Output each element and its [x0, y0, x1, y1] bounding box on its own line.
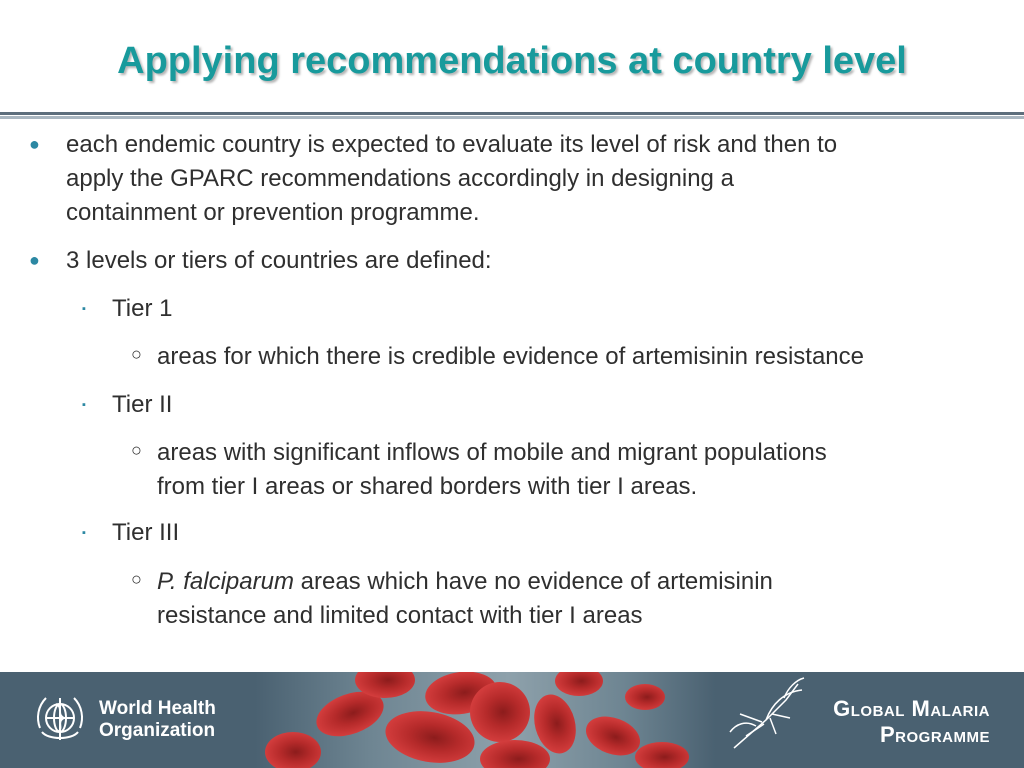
list-item	[157, 565, 773, 633]
list-item-line: Tier 1	[112, 295, 173, 322]
list-item-line: containment or prevention programme.	[66, 199, 480, 226]
who-name-line: World Health	[99, 698, 216, 719]
bullet-marker: ●	[29, 250, 40, 270]
gmp-name-line: Programme	[879, 722, 990, 747]
list-item	[112, 292, 172, 326]
list-item-line: apply the GPARC recommendations accordingly in designing a	[66, 165, 734, 192]
who-name	[99, 698, 216, 742]
list-item-line	[157, 565, 773, 599]
blood-cells-image	[255, 672, 715, 768]
mosquito-icon	[726, 674, 806, 754]
list-item	[112, 388, 172, 422]
list-item-line: each endemic country is expected to evaluate its level of risk and then to	[66, 131, 838, 158]
sub-bullet-marker: ▪	[82, 399, 86, 411]
sub-sub-bullet-marker: ○	[131, 344, 142, 364]
who-name-line: Organization	[99, 720, 216, 741]
species-name: P. falciparum	[157, 568, 294, 595]
list-item	[66, 244, 492, 278]
slide-title: Applying recommendations at country level	[117, 40, 907, 82]
who-emblem-icon	[28, 688, 92, 752]
list-item	[112, 516, 179, 550]
sub-bullet-marker: ▪	[82, 303, 86, 315]
list-item	[66, 128, 837, 230]
list-item-text: areas which have no evidence of artemisinin	[293, 568, 773, 595]
list-item-line: areas for which there is credible evidence of artemisinin resistance	[157, 343, 865, 370]
list-item-line: areas with significant inflows of mobile and migrant populations	[157, 439, 827, 466]
gmp-name-line: Global Malaria	[833, 696, 990, 721]
sub-sub-bullet-marker: ○	[131, 569, 142, 589]
list-item-line: Tier III	[112, 519, 180, 546]
gmp-name	[833, 696, 990, 748]
list-item	[157, 436, 827, 504]
bullet-marker: ●	[29, 134, 40, 154]
footer-banner	[0, 672, 1024, 768]
list-item-line: resistance and limited contact with tier I areas	[157, 602, 643, 629]
list-item-line: from tier I areas or shared borders with tier I areas.	[157, 473, 698, 500]
list-item-line: Tier II	[112, 391, 173, 418]
list-item-line: 3 levels or tiers of countries are defined:	[66, 247, 492, 274]
list-item	[157, 340, 864, 374]
sub-sub-bullet-marker: ○	[131, 440, 142, 460]
sub-bullet-marker: ▪	[82, 527, 86, 539]
